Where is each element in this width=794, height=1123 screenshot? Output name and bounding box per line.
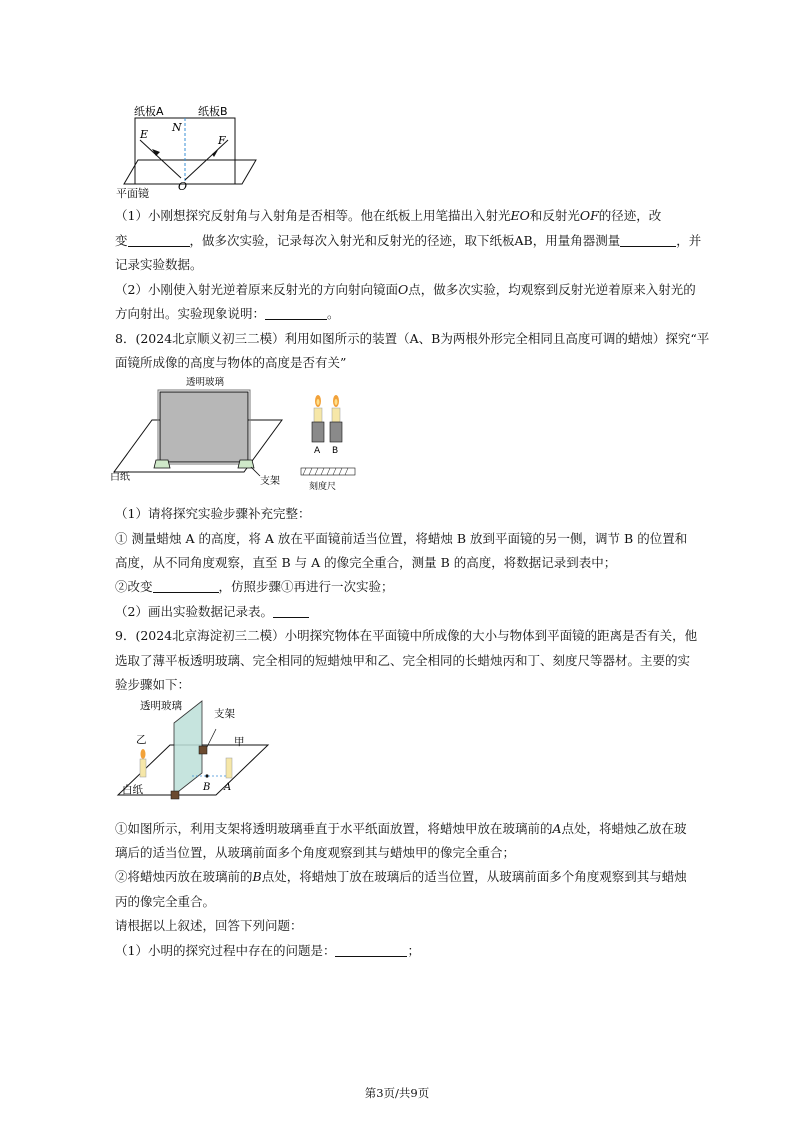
q9-fig-glass: 透明玻璃 [140,700,182,712]
q8-fig-ruler: 刻度尺 [309,482,337,492]
q9-fig-a: A [224,782,232,793]
q9-fig-stand: 支架 [214,708,235,720]
q7-p2-line2: 方向射出。实验现象说明： 。 [115,306,340,321]
ruler-icon [301,468,355,475]
figure-candles-ruler [295,392,365,492]
q9-s1: ①如图所示，利用支架将透明玻璃垂直于水平纸面放置，将蜡烛甲放在玻璃前的A点处，将蜡烛乙放在玻 [115,821,687,836]
q9-fig-yi: 乙 [136,734,147,746]
fig1-board-a: 纸板A [134,105,164,118]
fig1-label-e: E [140,128,149,141]
page-footer: 第3页/共9页 [364,1086,430,1100]
q9-line3: 验步骤如下： [115,677,191,692]
fig1-mirror: 平面镜 [116,187,149,200]
answer-blank[interactable] [273,605,309,618]
q8-s1: （1）请将探究实验步骤补充完整： [115,506,311,521]
answer-blank[interactable] [153,580,219,593]
q9-fig-jia: 甲 [234,736,245,748]
figure-reflection-board [110,100,260,200]
q9-s6: （1）小明的探究过程中存在的问题是： ； [115,943,420,958]
q8-fig-a: A [314,446,321,456]
answer-blank[interactable] [620,234,676,247]
q7-p1-line3: 记录实验数据。 [115,257,203,272]
figure-glass-candles [112,695,272,807]
q7-p2-line1: （2）小刚使入射光逆着原来反射光的方向射向镜面O点，做多次实验，均观察到反射光逆着原来入射光的 [115,282,696,297]
q9-line1: 9．(2024北京海淀初三二模）小明探究物体在平面镜中所成像的大小与物体到平面镜的距离是否有关，他 [115,628,698,643]
q8-fig-b: B [332,446,339,456]
q9-fig-b: B [203,782,211,793]
q9-line2: 选取了薄平板透明玻璃、完全相同的短蜡烛甲和乙、完全相同的长蜡烛丙和丁、刻度尺等器材。主要的实 [115,653,691,668]
q9-s2: 璃后的适当位置，从玻璃前面多个角度观察到其与蜡烛甲的像完全重合； [115,845,516,860]
answer-blank[interactable] [335,944,407,957]
q8-line1: 8．(2024北京顺义初三二模）利用如图所示的装置（A、B为两根外形完全相同且高度可调的蜡烛）探究“平 [115,331,710,346]
q8-fig-stand: 支架 [260,476,280,487]
fig1-label-n: N [172,121,182,134]
q8-fig-glass: 透明玻璃 [186,377,225,388]
q7-p1-line1: （1）小刚想探究反射角与入射角是否相等。他在纸板上用笔描出入射光EO和反射光OF的径迹，改 [115,208,662,223]
fig1-label-f: F [218,134,226,147]
q8-s5: （2）画出实验数据记录表。 [115,603,685,621]
q9-s5: 请根据以上叙述，回答下列问题： [115,918,303,933]
q9-s3: ②将蜡烛丙放在玻璃前的B点处，将蜡烛丁放在玻璃后的适当位置，从玻璃前面多个角度观察到其与蜡烛 [115,869,687,884]
q8-s4: ②改变 ，仿照步骤①再进行一次实验； [115,579,394,594]
answer-blank[interactable] [128,234,190,247]
q7-p1-line2: 变 ，做多次实验，记录每次入射光和反射光的径迹，取下纸板AB，用量角器测量 ，并 [115,233,702,248]
fig1-board-b: 纸板B [198,105,228,118]
q9-fig-paper: 白纸 [122,784,143,796]
q9-s4: 丙的像完全重合。 [115,894,216,909]
fig1-label-o: O [178,180,188,193]
answer-blank[interactable] [265,307,327,320]
q8-s3: 高度，从不同角度观察，直至 B 与 A 的像完全重合，测量 B 的高度，将数据记录到表中； [115,555,617,570]
q8-s2: ① 测量蜡烛 A 的高度，将 A 放在平面镜前适当位置，将蜡烛 B 放到平面镜的另一侧，调节 B 的位置和 [115,531,688,546]
q8-line2: 面镜所成像的高度与物体的高度是否有关” [115,355,347,370]
q8-fig-paper: 白纸 [110,472,130,483]
